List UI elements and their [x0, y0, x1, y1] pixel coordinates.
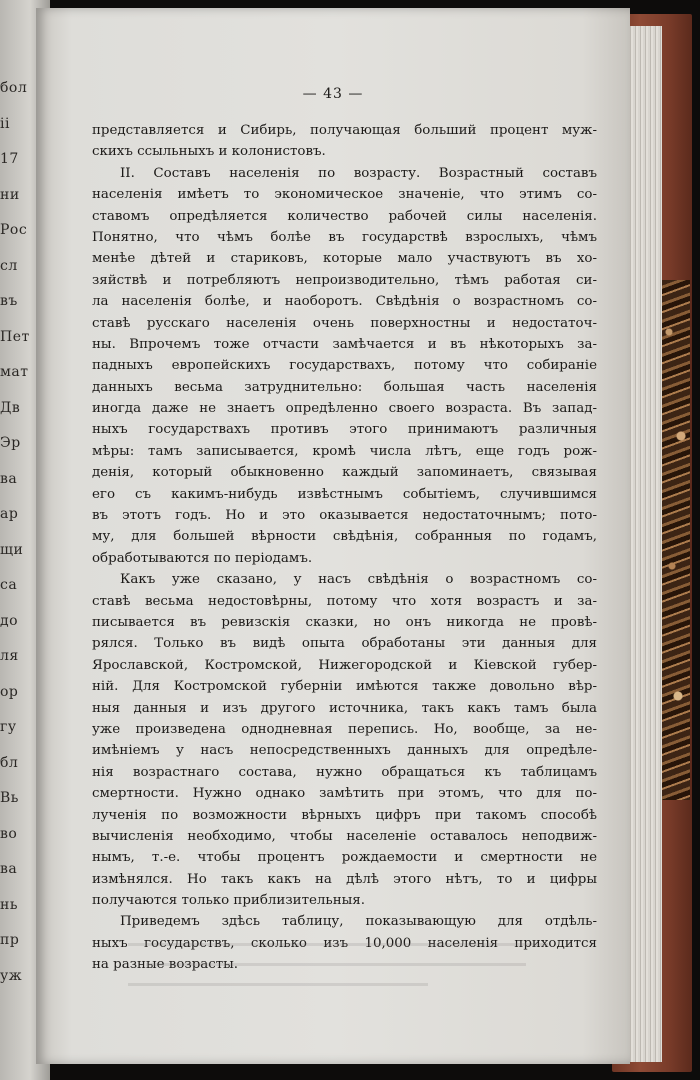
- book-page: [36, 8, 630, 1064]
- left-page-fragment: ва: [0, 861, 18, 877]
- text-line: въ этотъ годъ. Но и это оказывается недостаточнымъ; пото-: [92, 508, 597, 524]
- text-line: его съ какимъ-нибудь извѣстнымъ событіемъ, случившимся: [92, 486, 597, 502]
- text-line: ныя данныя и изъ другого источника, такъ какъ тамъ была: [92, 700, 597, 716]
- text-line: иногда даже не знаетъ опредѣленно своего возраста. Въ запад-: [92, 401, 597, 417]
- text-line: ныхъ государствахъ противъ этого принимаютъ различныя: [92, 422, 597, 438]
- left-page-fragment: Пет: [0, 328, 30, 345]
- left-page-fragment: ii: [0, 115, 10, 132]
- text-line: получаются только приблизительныя.: [92, 893, 365, 909]
- left-page-fragment: бол: [0, 80, 28, 96]
- left-page-fragment: Вь: [0, 790, 19, 806]
- text-line: нымъ, т.-е. чтобы процентъ рождаемости и смертности не: [92, 850, 597, 866]
- text-line: Ярославской, Костромской, Нижегородской и Кіевской губер-: [92, 657, 597, 673]
- left-page-fragment: пр: [0, 932, 20, 948]
- left-page-fragment: ар: [0, 506, 19, 522]
- text-line: ставомъ опредѣляется количество рабочей силы населенія.: [92, 208, 597, 224]
- text-line: мѣры: тамъ записывается, кромѣ числа лѣтъ, еще годъ рож-: [92, 443, 597, 459]
- text-line: ны. Впрочемъ тоже отчасти замѣчается и въ нѣкоторыхъ за-: [92, 336, 597, 352]
- left-page-fragment: ва: [0, 470, 18, 487]
- text-line: ставѣ весьма недостовѣрны, потому что хотя возрастъ и за-: [92, 593, 597, 609]
- left-page-fragment: во: [0, 825, 18, 842]
- text-line: лученія по возможности вѣрныхъ цифръ при такомъ способѣ: [92, 807, 597, 823]
- text-line: зяйствѣ и потребляютъ непроизводительно, тѣмъ работая си-: [92, 272, 597, 288]
- left-page-fragment: до: [0, 612, 19, 629]
- left-page-fragment: ни: [0, 186, 20, 203]
- marbled-endpaper: [660, 280, 690, 800]
- text-line: му, для большей вѣрности свѣдѣнія, собранныя по годамъ,: [92, 529, 597, 545]
- left-page-fragment: Рос: [0, 222, 28, 238]
- text-line: ставѣ русскаго населенія очень поверхностны и недостаточ-: [92, 315, 597, 331]
- text-line: II. Составъ населенія по возрасту. Возрастный составъ: [120, 165, 597, 181]
- text-line: ній. Для Костромской губерніи имѣются также довольно вѣр-: [92, 679, 597, 695]
- show-through-text: [128, 983, 428, 986]
- left-page-fragment: уж: [0, 967, 23, 984]
- left-page-fragment: сл: [0, 257, 18, 274]
- page-text: [92, 120, 597, 976]
- text-line: менѣе дѣтей и стариковъ, которые мало участвуютъ въ хо-: [92, 251, 597, 267]
- text-line: скихъ ссыльныхъ и колонистовъ.: [92, 144, 326, 160]
- text-line: смертности. Нужно однако замѣтить при этомъ, что для по-: [92, 786, 597, 802]
- text-line: населенія имѣетъ то экономическое значеніе, что этимъ со-: [92, 187, 597, 203]
- left-page-fragment: Эр: [0, 435, 21, 451]
- left-page-fragment: нь: [0, 896, 18, 913]
- left-page-fragment: ля: [0, 648, 19, 664]
- text-line: обработываются по періодамъ.: [92, 550, 313, 566]
- left-page-fragment: ор: [0, 683, 19, 700]
- text-line: нія возрастнаго состава, нужно обращаться къ таблицамъ: [92, 764, 597, 780]
- text-line: ныхъ государствъ, сколько изъ 10,000 населенія приходится: [92, 935, 597, 951]
- left-page-fragment: мат: [0, 364, 29, 380]
- show-through-text: [146, 963, 526, 966]
- text-line: денія, который обыкновенно каждый запоминаетъ, связывая: [92, 465, 597, 481]
- show-through-text: [128, 943, 548, 946]
- text-line: измѣнялся. Но такъ какъ на дѣлѣ этого нѣтъ, то и цифры: [92, 871, 597, 887]
- left-page-fragment: 17: [0, 151, 19, 167]
- left-page-fragment: щи: [0, 541, 24, 558]
- left-page-fragment: са: [0, 577, 18, 593]
- text-line: Приведемъ здѣсь таблицу, показывающую для отдѣль-: [120, 914, 597, 930]
- text-line: на разные возрасты.: [92, 957, 239, 973]
- left-page-fragment: бл: [0, 754, 19, 771]
- left-page-fragment: Дв: [0, 399, 21, 416]
- text-line: представляется и Сибирь, получающая больший процент муж-: [92, 123, 597, 138]
- text-line: писывается въ ревизскія сказки, но онъ никогда не провѣ-: [92, 614, 597, 630]
- text-line: имѣніемъ у насъ непосредственныхъ данныхъ для опредѣле-: [92, 743, 597, 759]
- text-line: рялся. Только въ видѣ опыта обработаны эти данныя для: [92, 636, 597, 652]
- text-line: падныхъ европейскихъ государствахъ, потому что собираніе: [92, 358, 597, 374]
- left-page-fragment: гу: [0, 719, 17, 735]
- text-line: ла населенія болѣе, и наоборотъ. Свѣдѣнія о возрастномъ со-: [92, 294, 597, 310]
- text-line: Какъ уже сказано, у насъ свѣдѣнія о возрастномъ со-: [120, 572, 597, 588]
- text-line: уже произведена однодневная перепись. Но, вообще, за не-: [92, 721, 597, 737]
- text-line: данныхъ весьма затруднительно: большая часть населенія: [92, 379, 597, 395]
- page-number: — 43 —: [302, 86, 364, 102]
- left-page-fragment: въ: [0, 293, 18, 309]
- text-line: Понятно, что чѣмъ болѣе въ государствѣ взрослыхъ, чѣмъ: [92, 229, 597, 245]
- text-line: вычисленія необходимо, чтобы населеніе оставалось неподвиж-: [92, 828, 597, 844]
